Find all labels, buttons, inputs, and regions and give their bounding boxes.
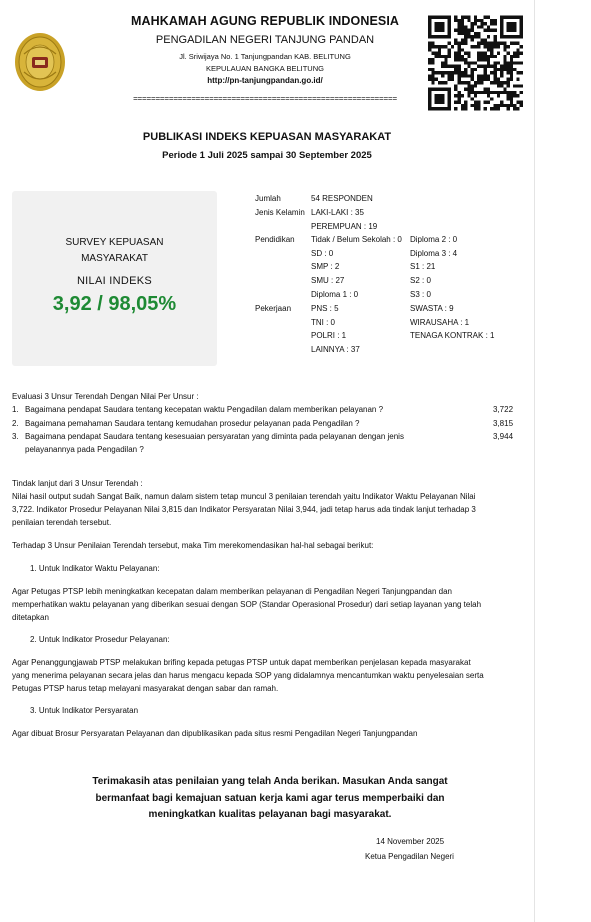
header-divider: =========================================================== [133, 94, 397, 103]
publication-title: PUBLIKASI INDEKS KEPUASAN MASYARAKAT [142, 131, 392, 143]
gender-label: Jenis Kelamin [255, 208, 305, 217]
eval-item-text: Bagaimana pemahaman Saudara tentang kemudahan prosedur pelayanan pada Pengadilan ? [25, 419, 360, 428]
eval-item-text: Bagaimana pendapat Saudara tentang kesesuaian persyaratan yang diminta pada pelayanan dengan jenis [25, 432, 404, 441]
edu-smp: SMP : 2 [311, 262, 340, 271]
gender-female: PEREMPUAN : 19 [311, 222, 378, 231]
evaluation-heading: Evaluasi 3 Unsur Terendah Dengan Nilai Per Unsur : [12, 392, 199, 401]
eval-item-text-cont: pelayanannya pada Pengadilan ? [25, 445, 144, 454]
court-province: KEPULAUAN BANGKA BELITUNG [206, 64, 324, 73]
recommend-intro: Terhadap 3 Unsur Penilaian Terendah tersebut, maka Tim merekomendasikan hal-hal sebagai berikut: [12, 541, 374, 550]
eval-item-text: Bagaimana pendapat Saudara tentang kecepatan waktu Pengadilan dalam memberikan pelayanan ? [25, 405, 384, 414]
edu-d1: Diploma 1 : 0 [311, 290, 359, 299]
job-tni: TNI : 0 [311, 318, 336, 327]
edu-tidak-sekolah: Tidak / Belum Sekolah : 0 [311, 235, 402, 244]
recommendation-line: Agar dibuat Brosur Persyaratan Pelayanan dan dipublikasikan pada situs resmi Pengadilan Negeri Tanjungpandan [12, 729, 418, 738]
recommendation-title: 2. Untuk Indikator Prosedur Pelayanan: [30, 635, 170, 644]
publication-period: Periode 1 Juli 2025 sampai 30 September 2025 [162, 150, 372, 161]
edu-d3: Diploma 3 : 4 [410, 249, 458, 258]
recommendation-line: memperhatikan waktu pelayanan yang diberikan sesuai dengan SOP (Standar Operasional Prosedur) dari setiap layanan yang telah [12, 600, 482, 609]
closing-line: Terimakasih atas penilaian yang telah Anda berikan. Masukan Anda sangat [92, 776, 448, 787]
survey-label: SURVEY KEPUASAN MASYARAKAT [65, 237, 164, 264]
recommendation-line: Petugas PTSP harus tetap melayani masyarakat dengan sabar dan ramah. [12, 684, 279, 693]
signature-date: 14 November 2025 [376, 837, 445, 846]
closing-line: meningkatkan kualitas pelayanan bagi masyarakat. [148, 809, 392, 820]
recommendation-title: 1. Untuk Indikator Waktu Pelayanan: [30, 564, 160, 573]
jumlah-label: Jumlah [255, 194, 281, 203]
eval-item-value: 3,815 [493, 419, 514, 428]
court-seal-icon [14, 32, 66, 92]
eval-item-value: 3,944 [493, 432, 514, 441]
survey-index-box [12, 191, 217, 366]
court-main-name: MAHKAMAH AGUNG REPUBLIK INDONESIA [130, 14, 400, 28]
court-address: Jl. Sriwijaya No. 1 Tanjungpandan KAB. BELITUNG [179, 52, 351, 61]
eval-item-num: 2. [12, 419, 19, 428]
edu-s3: S3 : 0 [410, 290, 431, 299]
followup-line: 3,722. Indikator Prosedur Pelayanan Nilai 3,815 dan Indikator Persyaratan Nilai 3,944, jadi tetap harus ada tindak lanjut terhadap 3 [12, 505, 476, 514]
followup-heading: Tindak lanjut dari 3 Unsur Terendah : [12, 479, 143, 488]
recommendation-line: yang menerima pelayanan secara jelas dan harus mengacu kepada SOP yang didalamnya mencantumkan waktu penyelesaian serta [12, 671, 484, 680]
gender-male: LAKI-LAKI : 35 [311, 208, 364, 217]
job-lainnya: LAINNYA : 37 [311, 345, 360, 354]
edu-sd: SD : 0 [311, 249, 334, 258]
job-wirausaha: WIRAUSAHA : 1 [410, 318, 470, 327]
recommendation-line: ditetapkan [12, 613, 49, 622]
court-name: PENGADILAN NEGERI TANJUNG PANDAN [155, 34, 375, 46]
job-polri: POLRI : 1 [311, 331, 347, 340]
closing-line: bermanfaat bagi kemajuan satuan kerja kami agar terus memperbaiki dan [95, 792, 445, 804]
edu-s1: S1 : 21 [410, 262, 436, 271]
job-kontrak: TENAGA KONTRAK : 1 [410, 331, 495, 340]
closing-message [70, 774, 470, 824]
signature-role: Ketua Pengadilan Negeri [365, 852, 454, 861]
followup-line: Nilai hasil output sudah Sangat Baik, namun dalam sistem tetap muncul 3 penilaian terendah yaitu Indikator Waktu Pelayanan Nilai [12, 492, 476, 501]
edu-s2: S2 : 0 [410, 276, 431, 285]
recommendation-line: Agar Petugas PTSP lebih meningkatkan kecepatan dalam memberikan pelayanan di Pengadilan Negeri Tanjungpandan dan [12, 587, 453, 596]
index-label: NILAI INDEKS [76, 275, 153, 287]
edu-d2: Diploma 2 : 0 [410, 235, 458, 244]
job-pns: PNS : 5 [311, 304, 339, 313]
jumlah-value: 54 RESPONDEN [311, 194, 373, 203]
education-label: Pendidikan [255, 235, 295, 244]
eval-item-num: 3. [12, 432, 19, 441]
recommendation-line: Agar Penanggungjawab PTSP melakukan brifing kepada petugas PTSP untuk dapat memberikan penjelasan kepada masyarakat [12, 658, 471, 667]
eval-item-value: 3,722 [493, 405, 514, 414]
recommendation-title: 3. Untuk Indikator Persyaratan [30, 706, 139, 715]
edu-smu: SMU : 27 [311, 276, 345, 285]
followup-line: penilaian terendah tersebut. [12, 518, 112, 527]
index-value: 3,92 / 98,05% [52, 293, 177, 315]
qr-code-icon [428, 15, 523, 111]
eval-item-num: 1. [12, 405, 19, 414]
job-label: Pekerjaan [255, 304, 292, 313]
job-swasta: SWASTA : 9 [410, 304, 454, 313]
court-website-link[interactable]: http://pn-tanjungpandan.go.id/ [207, 76, 323, 85]
